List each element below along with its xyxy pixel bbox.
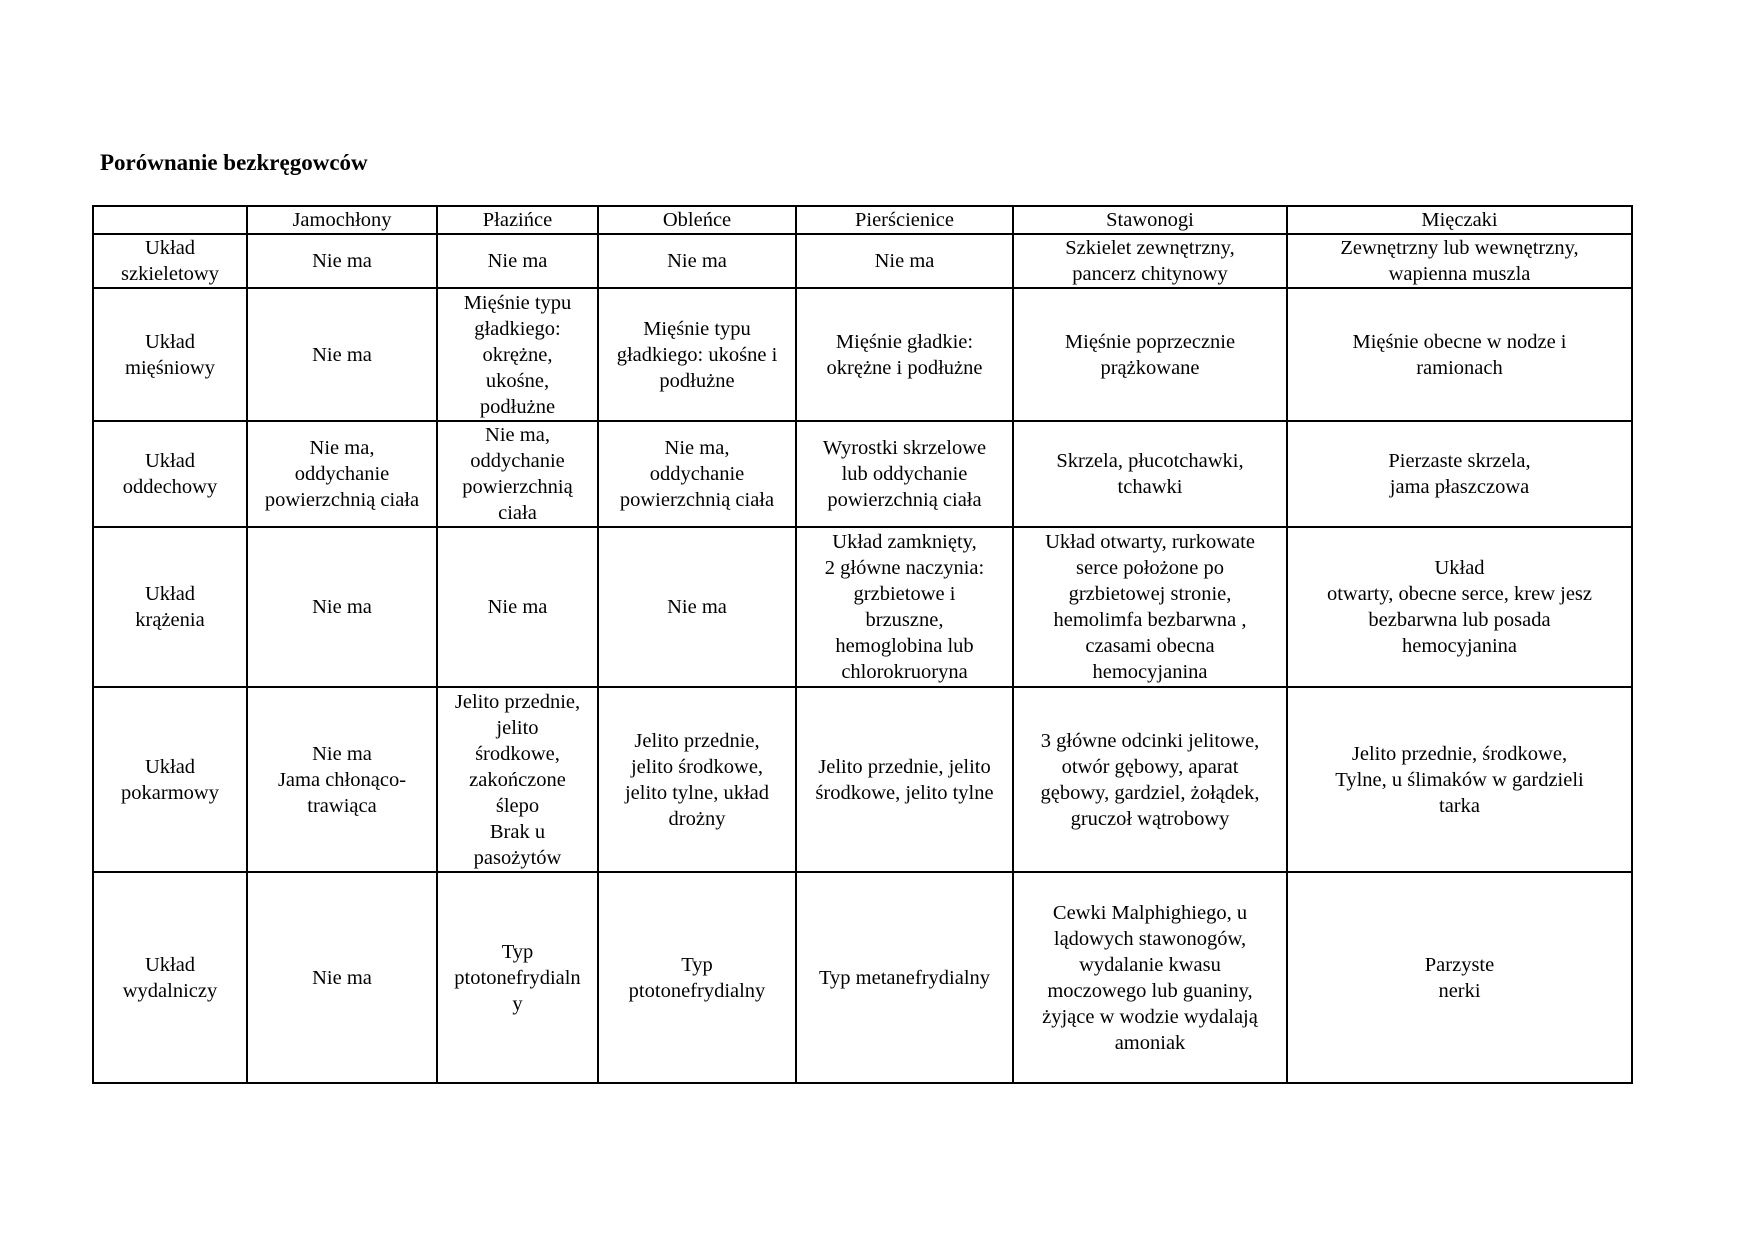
row-label: Układ oddechowy	[93, 421, 247, 527]
row-label: Układ wydalniczy	[93, 872, 247, 1083]
table-cell: Nie ma	[247, 527, 437, 687]
table-cell: Wyrostki skrzelowe lub oddychanie powierzchnią ciała	[796, 421, 1013, 527]
table-cell: Mięśnie typu gładkiego: okrężne, ukośne, podłużne	[437, 288, 598, 421]
table-cell: Mięśnie obecne w nodze i ramionach	[1287, 288, 1632, 421]
table-cell: 3 główne odcinki jelitowe, otwór gębowy, aparat gębowy, gardziel, żołądek, gruczoł wątrobowy	[1013, 687, 1287, 872]
column-header: Obleńce	[598, 206, 796, 234]
table-cell: Pierzaste skrzela, jama płaszczowa	[1287, 421, 1632, 527]
table-cell: Szkielet zewnętrzny, pancerz chitynowy	[1013, 234, 1287, 288]
table-cell: Typ metanefrydialny	[796, 872, 1013, 1083]
column-header: Jamochłony	[247, 206, 437, 234]
table-cell: Nie ma	[796, 234, 1013, 288]
table-cell: Nie ma	[247, 872, 437, 1083]
table-cell: Jelito przednie, środkowe, Tylne, u ślimaków w gardzieli tarka	[1287, 687, 1632, 872]
table-row	[93, 687, 1632, 872]
column-header: Mięczaki	[1287, 206, 1632, 234]
column-header: Stawonogi	[1013, 206, 1287, 234]
page-title: Porównanie bezkręgowców	[100, 150, 368, 175]
table-row	[93, 288, 1632, 421]
table-corner-cell	[93, 206, 247, 234]
table-header-row	[93, 206, 1632, 234]
table-cell: Nie ma	[598, 234, 796, 288]
row-label: Układ krążenia	[93, 527, 247, 687]
table-cell: Jelito przednie, jelito środkowe, zakończone ślepo Brak u pasożytów	[437, 687, 598, 872]
row-label: Układ pokarmowy	[93, 687, 247, 872]
table-cell: Nie ma	[598, 527, 796, 687]
table-cell: Mięśnie poprzecznie prążkowane	[1013, 288, 1287, 421]
table-cell: Nie ma	[437, 527, 598, 687]
table-cell: Nie ma	[247, 234, 437, 288]
table-cell: Nie ma	[247, 288, 437, 421]
table-row	[93, 234, 1632, 288]
table-cell: Mięśnie typu gładkiego: ukośne i podłużne	[598, 288, 796, 421]
table-cell: Typ ptotonefrydialny	[598, 872, 796, 1083]
table-cell: Nie ma	[437, 234, 598, 288]
table-cell: Układ otwarty, rurkowate serce położone po grzbietowej stronie, hemolimfa bezbarwna , czasami obecna hemocyjanina	[1013, 527, 1287, 687]
table-cell: Jelito przednie, jelito środkowe, jelito tylne, układ drożny	[598, 687, 796, 872]
table-cell: Typ ptotonefrydialn y	[437, 872, 598, 1083]
table-cell: Układ otwarty, obecne serce, krew jesz bezbarwna lub posada hemocyjanina	[1287, 527, 1632, 687]
table-cell: Nie ma, oddychanie powierzchnią ciała	[598, 421, 796, 527]
table-cell: Parzyste nerki	[1287, 872, 1632, 1083]
table-cell: Skrzela, płucotchawki, tchawki	[1013, 421, 1287, 527]
table-row	[93, 872, 1632, 1083]
table-cell: Nie ma Jama chłonąco- trawiąca	[247, 687, 437, 872]
comparison-table	[92, 205, 1633, 1084]
table-cell: Nie ma, oddychanie powierzchnią ciała	[247, 421, 437, 527]
column-header: Płazińce	[437, 206, 598, 234]
column-header: Pierścienice	[796, 206, 1013, 234]
table-row	[93, 421, 1632, 527]
row-label: Układ mięśniowy	[93, 288, 247, 421]
table-cell: Zewnętrzny lub wewnętrzny, wapienna muszla	[1287, 234, 1632, 288]
table-cell: Nie ma, oddychanie powierzchnią ciała	[437, 421, 598, 527]
table-cell: Mięśnie gładkie: okrężne i podłużne	[796, 288, 1013, 421]
row-label: Układ szkieletowy	[93, 234, 247, 288]
table-cell: Jelito przednie, jelito środkowe, jelito tylne	[796, 687, 1013, 872]
table-row	[93, 527, 1632, 687]
table-cell: Układ zamknięty, 2 główne naczynia: grzbietowe i brzuszne, hemoglobina lub chlorokruoryna	[796, 527, 1013, 687]
table-cell: Cewki Malphighiego, u lądowych stawonogów, wydalanie kwasu moczowego lub guaniny, żyjące w wodzie wydalają amoniak	[1013, 872, 1287, 1083]
